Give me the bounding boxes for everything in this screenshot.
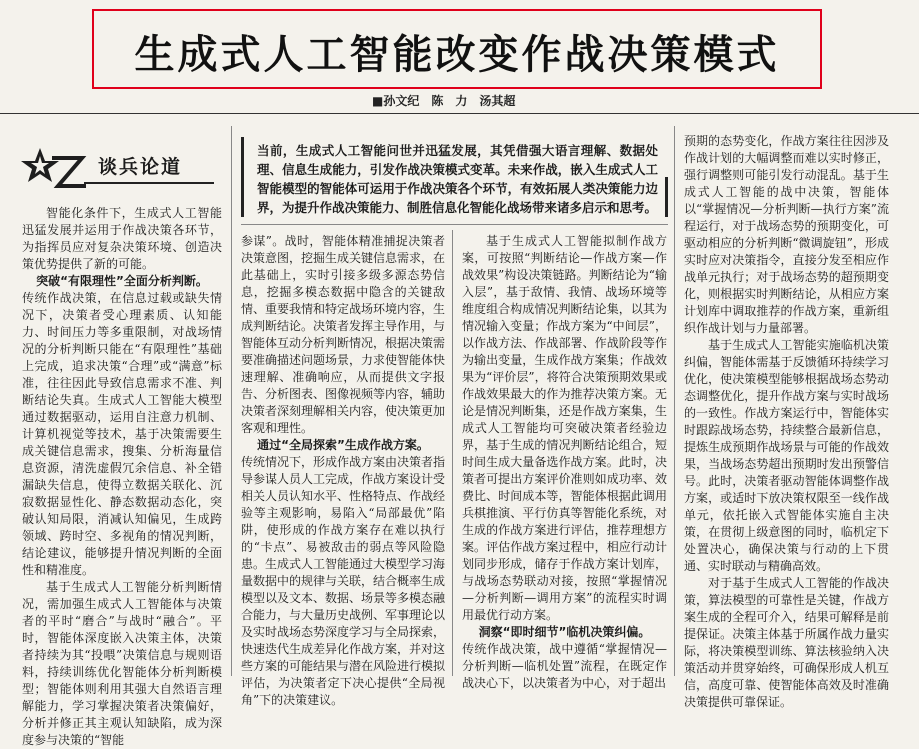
column-divider — [452, 230, 453, 676]
headline: 生成式人工智能改变作战决策模式 — [134, 32, 780, 78]
byline: ■孙文纪 陈 力 汤其超 — [372, 94, 516, 108]
column-title: 谈兵论道 — [98, 156, 183, 178]
column-header — [18, 140, 218, 198]
paragraph: 智能化条件下，生成式人工智能迅猛发展并运用于作战决策各环节，为指挥员应对复杂决策环境、创造决策优势提供了新的可能。 — [22, 206, 222, 271]
star-badge-icon — [18, 144, 88, 194]
abstract-rule — [241, 224, 668, 225]
paragraph: 对于基于生成式人工智能的作战决策，算法模型的可靠性是关键，作战方案生成的全程可介入，结果可解释是前提保证。决策主体基于所属作战力量实际，将决策模型训练、算法核验纳入决策活动并贯穿始终，可确保形成人机互信，高度可靠、使智能体高效及时准确决策提供可靠保证。 — [684, 576, 889, 709]
column-divider — [674, 126, 675, 676]
paragraph: 参谋”。战时，智能体精准捕捉决策者决策意图，挖掘生成关键信息需求，在此基础上，实时引接多级多源态势信息，挖掘多模态数据中隐含的关键敌情、重要我情和特定战场环境内容，生成判断结论。决策者发挥主导作用，与智能体互动分析判断情况，根据决策需要准确描述问题场景，力求使智能体快速理解、准确响应，从而提供文字报告、分析图表、图像视频等内容，辅助决策者深刻理解相关内容，使决策更加客观和理性。 — [241, 234, 446, 435]
paragraph: 基于生成式人工智能分析判断情况，需加强生成式人工智能体与决策者的平时“磨合”与战时“融合”。平时，智能体深度嵌入决策主体，决策者持续为其“投喂”决策信息与规则语料，持续训练优化智能体分析判断模型；智能体则利用其强大自然语言理解能力，学习掌握决策者决策偏好，分析并修正其主观认知缺陷，成为深度参与决策的“智能 — [22, 580, 222, 747]
subheading: 突破“有限理性”全面分析判断。 — [36, 274, 208, 288]
paragraph: 传统作战决策，战中遵循“掌握情况—分析判断—临机处置”流程，在既定作战决心下，以决策者为中心，对于超出 — [462, 642, 667, 690]
subheading: 通过“全局探索”生成作战方案。 — [257, 438, 429, 452]
paragraph: 基于生成式人工智能实施临机决策纠偏，智能体需基于反馈循环持续学习优化，使决策模型能够根据战场态势动态调整优化，提升作战方案与实时战场的一致性。作战方案运行中，智能体实时跟踪战场态势，持续整合最新信息，提炼生成预期作战场景与可能的作战效果，当战场态势超出预期时发出预警信号。此时，决策者驱动智能体调整作战方案，或适时下放决策权限至一线作战单元，依托嵌入式智能体实施自主决策，在贯彻上级意图的同时，临机定下处置决心，确保决策与行动的上下贯通、实时联动与精确高效。 — [684, 338, 889, 573]
column-underline — [84, 182, 214, 184]
article-column-2 — [241, 233, 446, 707]
headline-frame — [92, 9, 822, 89]
top-rule — [0, 113, 919, 114]
paragraph: 传统情况下，形成作战方案由决策者指导参谋人员人工完成，作战方案设计受相关人员认知水平、性格特点、作战经验等主观影响，易陷入“局部最优”陷阱，使形成的作战方案存在难以执行的“卡点”、易被敌击的弱点等风险隐患。生成式人工智能通过大模型学习海量数据中的规律与关联，结合概率生成模型以及文本、数据、场景等多模态融合能力，与大量历史战例、军事理论以及实时战场态势深度学习与全局探索，快速迭代生成差异化作战方案，并对这些方案的可能结果与潜在风险进行模拟评估，为决策者定下决心提供“全局视角”下的决策建议。 — [241, 455, 446, 707]
subheading: 洞察“即时细节”临机决策纠偏。 — [478, 625, 651, 639]
column-divider — [231, 126, 232, 676]
abstract: 当前，生成式人工智能问世并迅猛发展，其凭借强大语言理解、数据处理、信息生成能力，引发作战决策模式变革。未来作战，嵌入生成式人工智能模型的智能体可运用于作战决策各个环节，有效拓展人类决策能力边界，为提升作战决策能力、制胜信息化智能化战场带来诸多启示和思考。 — [241, 137, 668, 223]
article-column-3 — [462, 233, 667, 690]
article-column-4 — [684, 133, 889, 709]
paragraph: 传统作战决策，在信息过载或缺失情况下，决策者受心理素质、认知能力、时间压力等多重限制，对战场情况的分析判断只能在“有限理性”基础上完成，追求决策“合理”或“满意”标准，往往因此导致信息需求不准、判断结论失真。生成式人工智能大模型通过数据驱动，运用自注意力机制、计算机视觉等技术，基于决策需要生成关键信息需求，搜集、分析海量信息资源，清洗虚假冗余信息、补全错漏缺失信息，使得立数据关联化、沉寂数据显性化、静态数据动态化，突破认知局限，消减认知偏见，生成跨领域、跨时空、多视角的情况判断，结论建议，能够提升情况判断的全面性和精准度。 — [22, 291, 222, 577]
article-column-1 — [22, 205, 222, 747]
paragraph: 预期的态势变化，作战方案往往因涉及作战计划的大幅调整而难以实时修正，强行调整则可能引发行动混乱。基于生成式人工智能的战中决策，智能体以“掌握情况—分析判断—执行方案”流程运行，对于战场态势的预期变化，可驱动相应的分析判断“微调旋钮”，形成实时应对决策指令，直接分发至相应作战单元执行；对于战场态势的超预期变化，则根据实时判断结论，从相应方案计划库中调取推荐的作战方案，重新组织作战计划与力量部署。 — [684, 134, 889, 335]
paragraph: 基于生成式人工智能拟制作战方案，可按照“判断结论—作战方案—作战效果”构设决策链路。判断结论为“输入层”，基于敌情、我情、战场环境等维度组合构成情况判断结论集，以其为情况输入变量；作战方案为“中间层”，以作战方法、作战部署、作战阶段等作为输出变量，生成作战方案集；作战效果为“评价层”，将符合决策预期效果或作战效果最大的作为推荐决策方案。无论是情况判断集，还是作战方案集，生成式人工智能均可突破决策者经验边界，基于生成的情况判断结论组合，短时间生成大量备选作战方案。此时，决策者可提出方案评价准则如成功率、效费比、时间成本等，智能体根据此调用兵棋推演、平行仿真等智能化系统，对生成的作战方案进行评估，推荐理想方案。评估作战方案过程中，相应行动计划同步形成，储存于作战方案计划库，与战场态势联动对接，按照“掌握情况—分析判断—调用方案”的流程实时调用最优行动方案。 — [462, 234, 667, 622]
